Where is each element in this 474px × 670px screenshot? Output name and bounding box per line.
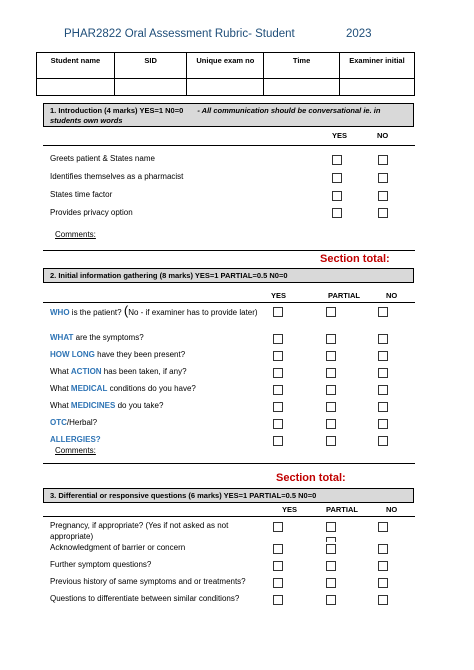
section2-rule xyxy=(43,302,415,303)
section1-rule xyxy=(43,145,415,146)
section2-item-medical: What MEDICAL conditions do you have? xyxy=(50,384,196,393)
section3-item-history: Previous history of same symptoms and or treatments? xyxy=(50,577,246,586)
section3-history-partial-checkbox[interactable] xyxy=(326,578,336,588)
page-year: 2023 xyxy=(346,28,372,40)
section1-item4-yes-checkbox[interactable] xyxy=(332,208,342,218)
section2-action-no-checkbox[interactable] xyxy=(378,368,388,378)
section2-col-partial: PARTIAL xyxy=(328,291,360,300)
section2-item-action: What ACTION has been taken, if any? xyxy=(50,367,187,376)
section2-item-how-long: HOW LONG have they been present? xyxy=(50,350,186,359)
section3-item-acknowledgment: Acknowledgment of barrier or concern xyxy=(50,543,186,552)
section2-what-yes-checkbox[interactable] xyxy=(273,334,283,344)
section2-how-long-no-checkbox[interactable] xyxy=(378,351,388,361)
section1-heading xyxy=(43,103,414,127)
section1-total-label: Section total: xyxy=(320,253,390,265)
section3-differentiate-yes-checkbox[interactable] xyxy=(273,595,283,605)
section1-col-yes: YES xyxy=(332,131,348,140)
section2-item-allergies: ALLERGIES? xyxy=(50,435,101,444)
section3-item-differentiate: Questions to differentiate between similar conditions? xyxy=(50,594,240,603)
section3-pregnancy-partial-checkbox[interactable] xyxy=(326,522,336,532)
section2-comments-label: Comments: xyxy=(55,446,96,455)
section2-item-medicines: What MEDICINES do you take? xyxy=(50,401,164,410)
section2-medicines-no-checkbox[interactable] xyxy=(378,402,388,412)
col-examiner-initial: Examiner initial xyxy=(339,53,414,79)
section3-col-no: NO xyxy=(386,505,398,514)
section2-action-partial-checkbox[interactable] xyxy=(326,368,336,378)
section3-acknowledgment-yes-checkbox[interactable] xyxy=(273,544,283,554)
section2-medical-yes-checkbox[interactable] xyxy=(273,385,283,395)
section2-medicines-yes-checkbox[interactable] xyxy=(273,402,283,412)
section1-col-no: NO xyxy=(377,131,389,140)
section3-rule xyxy=(43,516,415,517)
section1-item4-no-checkbox[interactable] xyxy=(378,208,388,218)
section2-otc-yes-checkbox[interactable] xyxy=(273,419,283,429)
exam-no-cell[interactable] xyxy=(187,79,264,96)
section3-item-pregnancy-1: Pregnancy, if appropriate? (Yes if not asked as not xyxy=(50,521,229,530)
section2-item-otc: OTC/Herbal? xyxy=(50,418,98,427)
section1-item1-no-checkbox[interactable] xyxy=(378,155,388,165)
section1-item3-yes-checkbox[interactable] xyxy=(332,191,342,201)
section1-heading-italic-1: - All communication should be conversational ie. in xyxy=(197,106,381,115)
col-sid: SID xyxy=(114,53,187,79)
section1-item1-yes-checkbox[interactable] xyxy=(332,155,342,165)
time-cell[interactable] xyxy=(264,79,340,96)
section3-differentiate-no-checkbox[interactable] xyxy=(378,595,388,605)
section3-pregnancy-yes-checkbox[interactable] xyxy=(273,522,283,532)
section2-item-what: WHAT are the symptoms? xyxy=(50,333,144,342)
section1-item-3: States time factor xyxy=(50,190,113,199)
section2-allergies-no-checkbox[interactable] xyxy=(378,436,388,446)
section3-pregnancy-no-checkbox[interactable] xyxy=(378,522,388,532)
section3-col-partial: PARTIAL xyxy=(326,505,358,514)
section1-item-1: Greets patient & States name xyxy=(50,154,155,163)
section1-item2-yes-checkbox[interactable] xyxy=(332,173,342,183)
section1-item3-no-checkbox[interactable] xyxy=(378,191,388,201)
section2-how-long-partial-checkbox[interactable] xyxy=(326,351,336,361)
section1-bottom-rule xyxy=(43,250,415,251)
section2-what-partial-checkbox[interactable] xyxy=(326,334,336,344)
sid-cell[interactable] xyxy=(114,79,187,96)
section2-total-label: Section total: xyxy=(276,472,346,484)
section2-who-no-checkbox[interactable] xyxy=(378,307,388,317)
section2-medical-no-checkbox[interactable] xyxy=(378,385,388,395)
section3-further-no-checkbox[interactable] xyxy=(378,561,388,571)
section3-col-yes: YES xyxy=(282,505,298,514)
section3-differentiate-partial-checkbox[interactable] xyxy=(326,595,336,605)
section3-heading: 3. Differential or responsive questions (6 marks) YES=1 PARTIAL=0.5 N0=0 xyxy=(43,488,414,503)
section2-otc-partial-checkbox[interactable] xyxy=(326,419,336,429)
section2-allergies-yes-checkbox[interactable] xyxy=(273,436,283,446)
col-time: Time xyxy=(264,53,340,79)
who-keyword: WHO xyxy=(50,308,70,317)
section1-comments-label: Comments: xyxy=(55,230,96,239)
section2-what-no-checkbox[interactable] xyxy=(378,334,388,344)
section2-col-no: NO xyxy=(386,291,398,300)
section3-further-partial-checkbox[interactable] xyxy=(326,561,336,571)
section3-history-yes-checkbox[interactable] xyxy=(273,578,283,588)
section2-action-yes-checkbox[interactable] xyxy=(273,368,283,378)
section1-heading-italic-2: students own words xyxy=(50,116,123,125)
col-student-name: Student name xyxy=(37,53,115,79)
section2-who-partial-checkbox[interactable] xyxy=(326,307,336,317)
col-unique-exam-no: Unique exam no xyxy=(187,53,264,79)
section3-item-pregnancy-2: appropriate) xyxy=(50,532,94,541)
section1-item-2: Identifies themselves as a pharmacist xyxy=(50,172,184,181)
student-name-cell[interactable] xyxy=(37,79,115,96)
section1-heading-bold: 1. Introduction (4 marks) YES=1 N0=0 xyxy=(50,106,184,115)
section1-item-4: Provides privacy option xyxy=(50,208,133,217)
section2-item-who: WHO is the patient? (No - if examiner has to provide later) xyxy=(50,303,258,318)
section2-otc-no-checkbox[interactable] xyxy=(378,419,388,429)
section2-medicines-partial-checkbox[interactable] xyxy=(326,402,336,412)
section3-partial-checkbox-fragment[interactable] xyxy=(326,537,336,542)
student-info-table xyxy=(36,52,415,96)
page-title: PHAR2822 Oral Assessment Rubric- Student xyxy=(64,28,295,40)
section2-how-long-yes-checkbox[interactable] xyxy=(273,351,283,361)
section2-bottom-rule xyxy=(43,463,415,464)
section3-acknowledgment-no-checkbox[interactable] xyxy=(378,544,388,554)
section3-acknowledgment-partial-checkbox[interactable] xyxy=(326,544,336,554)
section2-medical-partial-checkbox[interactable] xyxy=(326,385,336,395)
section2-heading: 2. Initial information gathering (8 marks) YES=1 PARTIAL=0.5 N0=0 xyxy=(43,268,414,283)
section2-allergies-partial-checkbox[interactable] xyxy=(326,436,336,446)
section3-item-further-symptoms: Further symptom questions? xyxy=(50,560,152,569)
section1-item2-no-checkbox[interactable] xyxy=(378,173,388,183)
section3-history-no-checkbox[interactable] xyxy=(378,578,388,588)
section2-who-yes-checkbox[interactable] xyxy=(273,307,283,317)
section2-col-yes: YES xyxy=(271,291,287,300)
examiner-initial-cell[interactable] xyxy=(339,79,414,96)
section3-further-yes-checkbox[interactable] xyxy=(273,561,283,571)
